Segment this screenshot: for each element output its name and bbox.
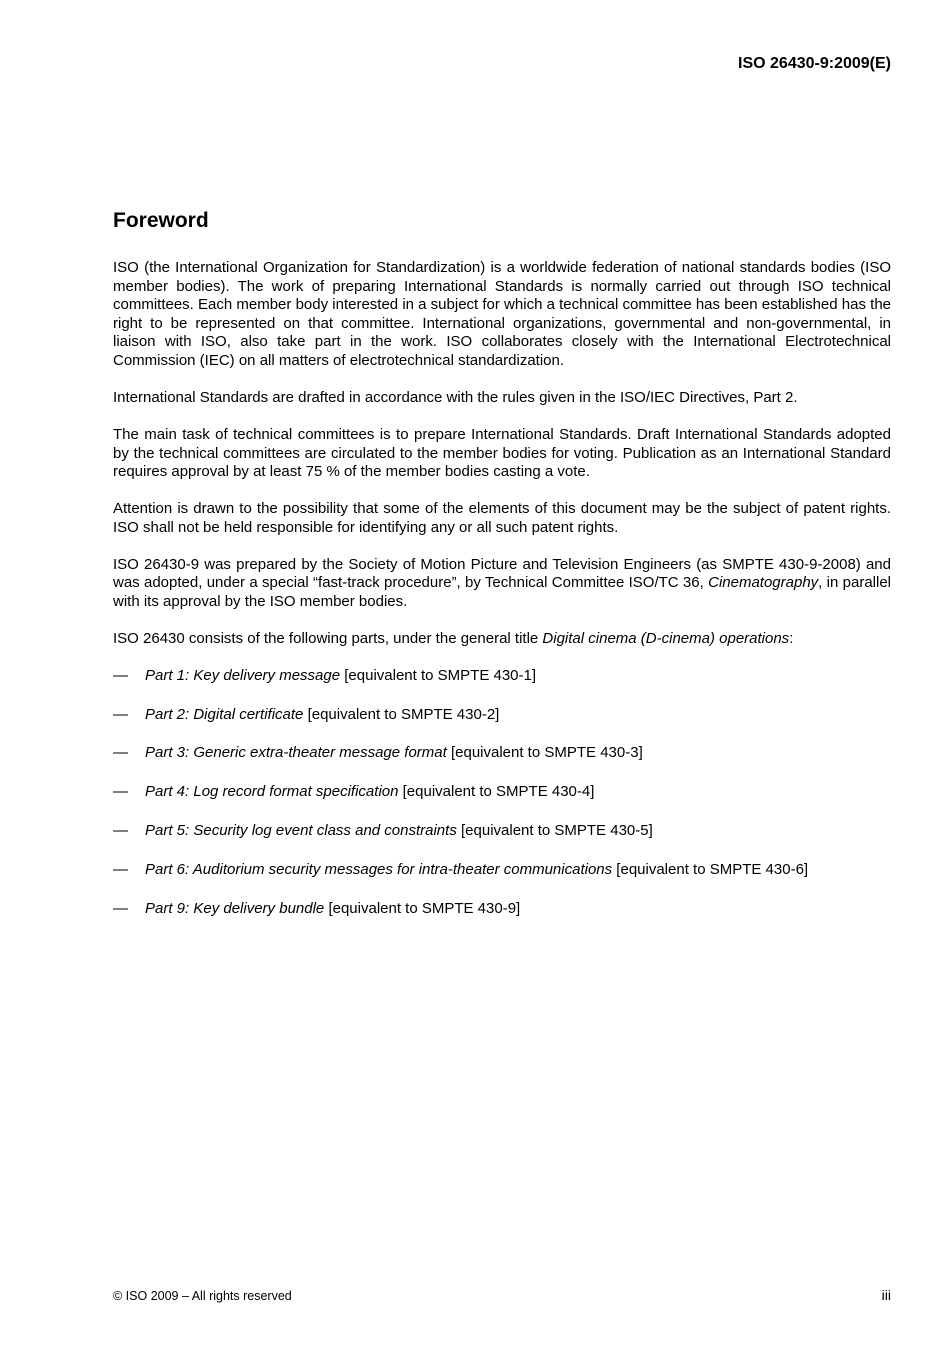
paragraph-prepared-by	[113, 556, 891, 612]
list-dash: —	[113, 705, 128, 723]
list-dash: —	[113, 744, 128, 762]
part-equivalent: [equivalent to SMPTE 430-2]	[303, 705, 500, 723]
list-dash: —	[113, 821, 128, 839]
page-number: iii	[881, 1287, 891, 1303]
list-item	[113, 861, 891, 880]
list-dash: —	[113, 899, 128, 917]
part-equivalent: [equivalent to SMPTE 430-6]	[612, 860, 809, 878]
general-title: Digital cinema (D-cinema) operations	[542, 629, 790, 647]
part-title: Part 3: Generic extra-theater message format	[145, 744, 447, 762]
part-title: Part 5: Security log event class and constraints	[145, 821, 457, 839]
list-dash: —	[113, 666, 128, 684]
parts-list	[113, 667, 891, 918]
prepared-by-tail: , in parallel with its approval by the ISO member bodies.	[113, 574, 892, 610]
list-dash: —	[113, 860, 128, 878]
paragraph-iso-intro: ISO (the International Organization for Standardization) is a worldwide federation of national standards bodies (ISO member bodies). The work of preparing International Standards is normally carried out through ISO technical committees. Each member body interested in a subject for which a technical committee has been established has the right to be represented on that committee. International organizations, governmental and non-governmental, in liaison with ISO, also take part in the work. ISO collaborates closely with the International Electrotechnical Commission (IEC) on all matters of electrotechnical standardization.	[113, 259, 891, 369]
list-item	[113, 822, 891, 841]
document-id: ISO 26430-9:2009(E)	[738, 55, 891, 72]
committee-title: Cinematography	[708, 574, 819, 592]
foreword-heading: Foreword	[113, 209, 209, 232]
paragraph-technical-committees: The main task of technical committees is to prepare International Standards. Draft International Standards adopted by the technical committees are circulated to the member bodies for voting. Publication as an International Standard requires approval by at least 75 % of the member bodies casting a vote.	[113, 425, 891, 481]
part-equivalent: [equivalent to SMPTE 430-5]	[456, 821, 653, 839]
list-item	[113, 667, 891, 686]
list-item	[113, 744, 891, 763]
list-dash: —	[113, 783, 128, 801]
copyright-notice: © ISO 2009 – All rights reserved	[113, 1289, 292, 1303]
part-equivalent: [equivalent to SMPTE 430-4]	[398, 783, 595, 801]
part-equivalent: [equivalent to SMPTE 430-9]	[324, 899, 521, 917]
part-equivalent: [equivalent to SMPTE 430-1]	[340, 666, 537, 684]
list-item	[113, 706, 891, 725]
parts-intro-text: ISO 26430 consists of the following parts, under the general title	[113, 629, 543, 647]
part-title: Part 4: Log record format specification	[145, 783, 399, 801]
paragraph-parts-intro	[113, 630, 891, 649]
paragraph-directives: International Standards are drafted in accordance with the rules given in the ISO/IEC Directives, Part 2.	[113, 388, 798, 406]
parts-intro-tail: :	[789, 629, 794, 647]
part-equivalent: [equivalent to SMPTE 430-3]	[446, 744, 643, 762]
part-title: Part 2: Digital certificate	[145, 705, 304, 723]
list-item	[113, 783, 891, 802]
foreword-body	[113, 259, 891, 938]
part-title: Part 1: Key delivery message	[145, 666, 341, 684]
paragraph-patent-rights: Attention is drawn to the possibility that some of the elements of this document may be the subject of patent rights. ISO shall not be held responsible for identifying any or all such patent rights.	[113, 500, 891, 536]
prepared-by-text: ISO 26430-9 was prepared by the Society of Motion Picture and Television Engineers (as SMPTE 430-9-2008) and was adopted, under a special “fast-track procedure”, by Technical Committee ISO/TC 36,	[113, 555, 891, 592]
list-item	[113, 900, 891, 919]
part-title: Part 9: Key delivery bundle	[145, 899, 325, 917]
part-title: Part 6: Auditorium security messages for intra-theater communications	[145, 860, 613, 878]
